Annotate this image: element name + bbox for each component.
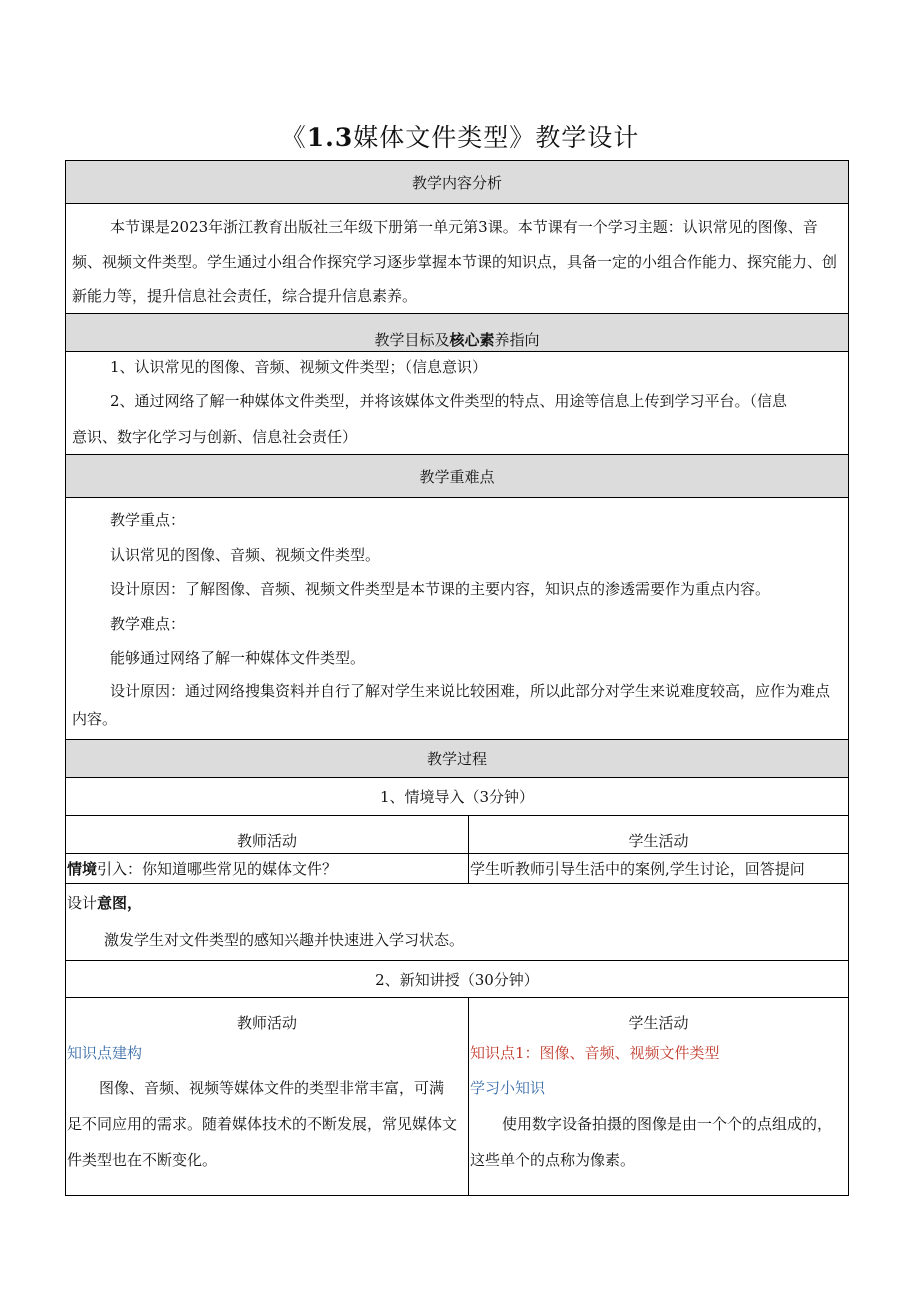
key-point-line-3: 设计原因：了解图像、音频、视频文件类型是本节课的主要内容，知识点的渗透需要作为重点内容。 [110, 580, 771, 598]
key-points-header [66, 454, 848, 497]
step2-teacher-line-3: 件类型也在不断变化。 [67, 1151, 218, 1169]
content-analysis-header-label: 教学内容分析 [411, 173, 502, 192]
step1-teacher-text: 引入：你知道哪些常见的媒体文件？ [97, 860, 338, 878]
objectives-header [66, 313, 848, 351]
design-intent-label [66, 884, 848, 922]
objectives-body [66, 351, 848, 454]
title-text: 媒体文件类型》教学设计 [353, 123, 640, 152]
step1-column-heads [66, 815, 848, 853]
step2-teacher-line-2: 足不同应用的需求。随着媒体技术的不断发展，常见媒体文 [67, 1115, 458, 1133]
step2-student-column [469, 998, 848, 1195]
step2-teacher-column [66, 998, 469, 1195]
key-point-line-6: 设计原因：通过网络搜集资料并自行了解对学生来说比较困难，所以此部分对学生来说难度较高，应作为难点 [110, 681, 831, 700]
step1-activity-row [66, 853, 848, 883]
key-point-line-5: 能够通过网络了解一种媒体文件类型。 [110, 649, 366, 667]
process-header [66, 739, 848, 777]
step2-body [66, 997, 848, 1195]
content-analysis-line-2: 频、视频文件类型。学生通过小组合作探究学习逐步掌握本节课的知识点，具备一定的小组合作能力、探究能力、创 [72, 252, 838, 271]
key-points-body [66, 497, 848, 739]
process-header-label: 教学过程 [426, 750, 487, 768]
step1-teacher-head: 教师活动 [66, 816, 469, 854]
key-point-line-1: 教学重点： [110, 511, 186, 529]
objectives-header-a: 教学目标及 [374, 331, 450, 349]
step1-student-activity: 学生听教师引导生活中的案例,学生讨论，回答提问 [470, 860, 805, 878]
step2-teacher-line-1: 图像、音频、视频等媒体文件的类型非常丰富，可满 [99, 1079, 445, 1097]
step2-student-point: 知识点1：图像、音频、视频文件类型 [470, 1044, 720, 1062]
step1-teacher-bold: 情境 [67, 860, 98, 878]
design-intent-b: 意图 [97, 894, 128, 912]
step2-student-head: 学生活动 [628, 1014, 689, 1032]
content-analysis-body [66, 203, 848, 313]
step1-student-head: 学生活动 [628, 832, 689, 850]
step2-student-line-2: 这些单个的点称为像素。 [470, 1151, 636, 1169]
design-intent-c: ， [127, 894, 143, 912]
key-point-line-7: 内容。 [72, 709, 118, 728]
step1-title [66, 777, 848, 815]
objective-item-3: 意识、数字化学习与创新、信息社会责任） [72, 428, 358, 446]
step2-teacher-sub: 知识点建构 [67, 1044, 143, 1062]
objectives-header-label [374, 315, 539, 350]
step2-title-label: 2、新知讲授（30分钟） [375, 970, 539, 989]
title-number: 1.3 [306, 123, 354, 152]
objectives-header-c: 养指向 [494, 331, 540, 349]
key-point-line-4: 教学难点： [110, 614, 186, 633]
content-analysis-line-1: 本节课是2023年浙江教育出版社三年级下册第一单元第3课。本节课有一个学习主题：认识常见的图像、音 [110, 218, 818, 236]
step2-title [66, 960, 848, 997]
objectives-header-b: 核心素 [449, 331, 495, 349]
content-analysis-line-3: 新能力等，提升信息社会责任，综合提升信息素养。 [72, 287, 418, 305]
design-intent-text: 激发学生对文件类型的感知兴趣并快速进入学习状态。 [104, 931, 465, 949]
title-open: 《 [280, 123, 307, 152]
step2-teacher-head: 教师活动 [236, 1014, 297, 1032]
step2-student-line-1: 使用数字设备拍摄的图像是由一个个的点组成的， [502, 1115, 833, 1133]
step1-title-label: 1、情境导入（3分钟） [379, 788, 535, 806]
content-analysis-header [66, 161, 848, 203]
design-intent-a: 设计 [67, 894, 98, 912]
step2-student-sub: 学习小知识 [470, 1079, 546, 1097]
document-title [0, 119, 920, 157]
lesson-plan-table [65, 160, 849, 1196]
objective-item-1: 1、认识常见的图像、音频、视频文件类型；（信息意识） [110, 358, 488, 376]
key-point-line-2: 认识常见的图像、音频、视频文件类型。 [110, 545, 381, 564]
key-points-header-label: 教学重难点 [419, 467, 495, 486]
step1-design-intent [66, 883, 848, 960]
objective-item-2: 2、通过网络了解一种媒体文件类型，并将该媒体文件类型的特点、用途等信息上传到学习平台。（信息 [110, 392, 788, 410]
step1-teacher-activity [66, 854, 469, 883]
